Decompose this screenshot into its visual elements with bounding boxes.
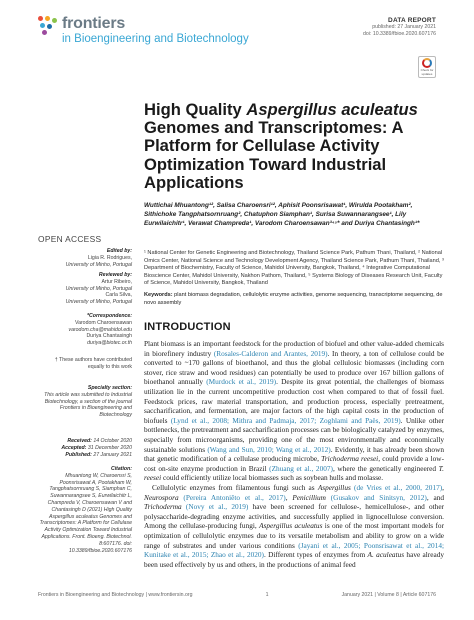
p2-genus-4: Trichoderma [144, 502, 182, 512]
p1-text-g: , where the genetically engineered [332, 463, 439, 473]
correspondent-2-email[interactable]: duriya@biotec.or.th [87, 340, 132, 347]
specialty-label: Specialty section: [87, 385, 132, 391]
editor-name[interactable]: Ligia R. Rodrigues, [87, 254, 132, 261]
p1-text-c: . Despite its great potential, the challenges of biomass utilization lie in the current uncompetitive production cost when compared to that of fossil fuel. Feedstock prices, raw material transportation, and production process, especially pretreatment, saccharification, and fermentation, are major factors of the high capital costs in the production of biofuels [144, 377, 445, 425]
reviewed-by [38, 272, 132, 306]
received-label: Received: [67, 438, 92, 444]
ref-wang-sun[interactable]: (Wang and Sun, 2010; Wang et al., 2012) [207, 444, 331, 454]
intro-paragraph-1 [144, 339, 444, 483]
footer-page-number: 1 [265, 592, 269, 598]
p2-genus-2: Neurospora [144, 492, 179, 502]
keywords-text: plant biomass degradation, cellulolytic enzyme activities, genome sequencing, transcriptome sequencing, de novo assembly [144, 292, 443, 306]
editor-affiliation: University of Minho, Portugal [65, 261, 132, 268]
title-part-1: High Quality [144, 100, 247, 119]
correspondence [38, 313, 132, 347]
article-title [144, 101, 444, 192]
correspondent-2-name: Duriya Chantasingh [86, 333, 132, 340]
page-footer [38, 592, 436, 598]
p1-text-a: Plant biomass is an important feedstock for the production of biofuel and other value-added chemicals in biorefinery industry [144, 339, 444, 358]
p2-text-h: have already been used effectively by us and others, in the productions of animal feed [144, 550, 444, 569]
affiliations: ¹ National Center for Genetic Engineering and Biotechnology, Thailand Science Park, Pathum Thani, Thailand, ² National Omics Center, National Science and Technology Development Agency, Thailand Science Park, Pathum Thani, Thailand, ³ Department of Biochemistry, Faculty of Science, Mahidol University, Bangkok, Thailand, ⁴ Integrative Computational Bioscience Center, Mahidol University, Nakhon Pathom, Thailand, ⁵ Systems Biology of Diseases Research Unit, Faculty of Science, Mahidol University, Bangkok, Thailand [144, 250, 444, 287]
ref-gusakov[interactable]: (Gusakov and Sinitsyn, 2012) [325, 492, 427, 502]
p2-text-a: Cellulolytic enzymes from filamentous fungi such as [152, 483, 318, 492]
correspondent-1-name: Varodom Charoensawan [75, 319, 132, 326]
correspondent-1-email[interactable]: varodom.cha@mahidol.edu [68, 326, 132, 333]
p1-text-e: . Evidently, it has already been shown that genetic modification of a cellulase producing microbe, [144, 444, 444, 464]
author-list: Wuttichai Mhuantong¹², Salisa Charoensri¹², Aphisit Poonsrisawat¹, Wirulda Pootakham², Sithichoke Tangphatsornruang², Chatuphon Siamphan¹, Surisa Suwannarangsee¹, Lily Eurwilaichitr¹, Verawat Champreda¹, Varodom Charoensawan³⁴⁵* and Duriya Chantasingh¹* [144, 202, 420, 228]
p1-text-b: . In theory, a ton of cellulose could be converted to ~170 gallons of bioethanol, and thus the global cellulosic biomasses (including corn stover, rice straw and wood residues) can potentially be used to produce over 167 billion gallons of bioethanol annually [144, 348, 445, 387]
frontiers-logo[interactable] [38, 16, 249, 46]
open-access-label: OPEN ACCESS [38, 234, 102, 244]
doi-link[interactable]: doi: 10.3389/fbioe.2020.607176 [363, 30, 436, 37]
p1-text-d: . Unlike other bottlenecks, the pretreatment and saccharification processes can be biologically catalyzed by enzymes, especially from microorganisms, providing one of the most environmentally and economically sustainable solutions [144, 415, 444, 454]
p2-text-f: is one of the most important models for optimization of cellulolytic enzymes due to its versatile metabolism and ability to grow on a wide range of substrates and under various conditions [144, 521, 445, 550]
p1-species-1: Trichoderma reesei [321, 454, 379, 464]
p2-text-g: . Different types of enzymes from [263, 550, 368, 560]
intro-paragraph-2 [144, 483, 444, 569]
specialty-text: This article was submitted to Industrial Biotechnology, a section of the journal Frontiers in Bioengineering and Biotechnology [44, 391, 132, 419]
citation-text: Mhuantong W, Charoensri S, Poonsrisawat A, Pootakham W, Tangphatsornruang S, Siamphan C, Suwannarangsee S, Eurwilaichitr L, Champreda V, Charoensawan V and Chantasingh D (2021) High Quality Aspergillus aculeatus Genomes and Transcriptomes: A Platform for Cellulase Activity Optimization Toward Industrial Applications. Front. Bioeng. Biotechnol. 8:607176. doi: 10.3389/fbioe.2020.607176 [39, 472, 132, 554]
p2-species-2: A. aculeatus [367, 550, 405, 560]
frontiers-mark-icon [38, 16, 58, 36]
reviewer-1-name[interactable]: Artur Ribeiro, [101, 278, 132, 285]
article-dates [38, 438, 132, 458]
footer-issue: January 2021 | Volume 8 | Article 607176 [341, 592, 436, 598]
keywords-label: Keywords: [144, 292, 173, 298]
citation-label: Citation: [110, 466, 132, 472]
ref-pereira[interactable]: (Pereira Antoniêto et al., 2017) [178, 492, 286, 502]
check-for-updates-button[interactable] [418, 56, 436, 78]
p2-text-e: have been screened for cellulose-, hemicellulose-, and other polysaccharide-degrading enzyme activities, and successfully applied in lignocellulose conversion. Among the cellulase-producing fungi, [144, 502, 444, 531]
reviewer-1-affiliation: University of Minho, Portugal [65, 285, 132, 292]
p2-species-1: Aspergillus aculeatus [259, 521, 323, 531]
check-updates-icon [422, 58, 432, 68]
reviewed-label: Reviewed by: [98, 272, 132, 278]
title-part-3: Genomes and Transcriptomes: A Platform for Cellulase Activity Optimization Toward Industrial Applications [144, 118, 403, 192]
keywords [144, 292, 444, 307]
introduction-heading: INTRODUCTION [144, 321, 231, 333]
published-side-date: 27 January 2021 [91, 451, 132, 458]
received-date: 14 October 2020 [91, 438, 132, 444]
reviewer-2-name[interactable]: Carla Silva, [105, 292, 132, 299]
specialty-section [38, 385, 132, 419]
citation [38, 466, 132, 554]
accepted-label: Accepted: [61, 444, 87, 451]
published-label: Published: [65, 451, 92, 458]
equal-contribution-note: † These authors have contributed equally to this work [54, 357, 132, 370]
article-meta [363, 17, 436, 38]
published-date: published: 27 January 2021 [372, 24, 436, 30]
ref-rosales-calderon[interactable]: (Rosales-Calderon and Arantes, 2019) [213, 348, 328, 358]
ref-zhuang[interactable]: (Zhuang et al., 2007) [269, 463, 333, 473]
p2-text-d: , and [426, 492, 444, 502]
ref-de-vries[interactable]: (de Vries et al., 2000, 2017) [350, 483, 443, 492]
correspondence-label: *Correspondence: [87, 313, 132, 319]
check-label-2: updates [421, 71, 433, 76]
title-part-2: Aspergillus aculeatus [246, 100, 418, 119]
edited-label: Edited by: [106, 248, 132, 254]
p1-species-2: T. reesei [144, 463, 444, 483]
footer-journal[interactable]: Frontiers in Bioengineering and Biotechnology | www.frontiersin.org [38, 592, 193, 598]
journal-name: in Bioengineering and Biotechnology [62, 33, 249, 45]
p1-text-h: could efficiently utilize local biomasses such as soybean hulls and molasse. [161, 473, 384, 483]
edited-by [38, 248, 132, 268]
p1-text-f: , could provide a low-cost on-site enzyme production in Brazil [144, 454, 444, 473]
p2-text-b: , [442, 483, 444, 492]
ref-novy[interactable]: (Novy et al., 2019) [181, 502, 249, 512]
p2-genus-1: Aspergillus [317, 483, 351, 492]
p2-genus-3: Penicillium [292, 492, 326, 502]
ref-murdock[interactable]: (Murdock et al., 2019) [206, 377, 277, 387]
ref-jayani[interactable]: (Jayani et al., 2005; Poonsrisawat et al., 2014; Kunitake et al., 2015; Zhao et al., 2020) [144, 540, 444, 560]
reviewer-2-affiliation: University of Minho, Portugal [65, 299, 132, 306]
brand-name: frontiers [62, 15, 126, 32]
ref-lynd[interactable]: (Lynd et al., 2008; Mithra and Padmaja, 2017; Zoghlami and Paës, 2019) [170, 415, 401, 425]
check-label-1: Check for [420, 68, 434, 73]
doc-type: DATA REPORT [388, 17, 436, 24]
p2-text-c: , [285, 492, 293, 502]
accepted-date: 31 December 2020 [86, 444, 132, 451]
